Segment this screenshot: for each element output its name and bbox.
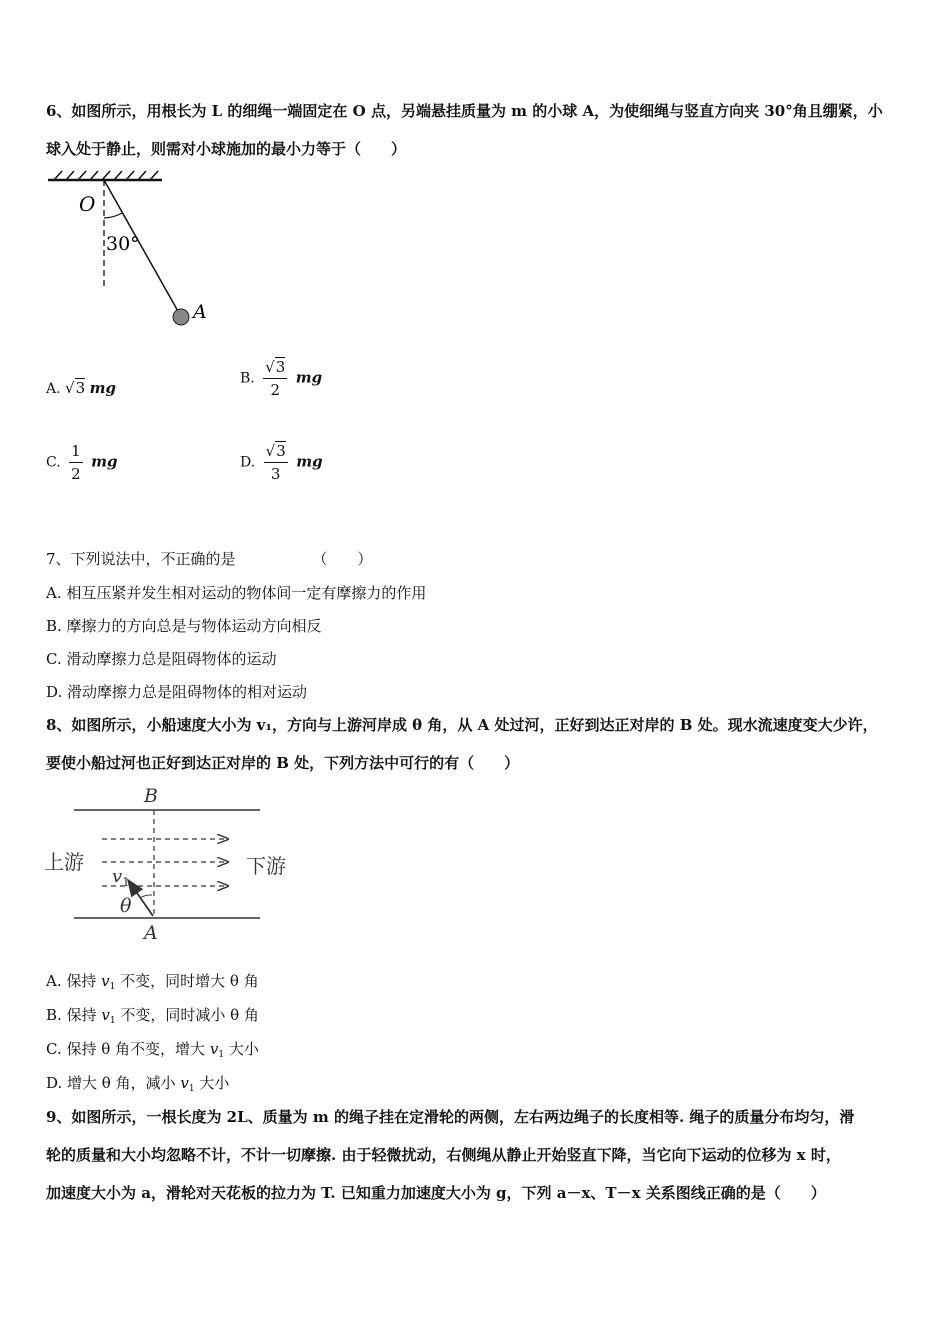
label-o: O — [79, 192, 96, 216]
q8-option-a[interactable]: A. 保持 $v_1$ 不变，同时增大 θ 角 — [46, 972, 259, 992]
q8-option-c[interactable]: C. 保持 θ 角不变，增大 $v_1$ 大小 — [46, 1040, 259, 1060]
q8-stem-line2: 要使小船过河也正好到达正对岸的 B 处，下列方法中可行的有（ ） — [46, 754, 520, 772]
option-letter: C. — [46, 454, 61, 471]
sqrt-expression: √3 — [65, 379, 86, 397]
answer-paren: （ ） — [312, 550, 373, 568]
q6-option-d[interactable] — [240, 440, 323, 485]
label-30deg: 30° — [106, 233, 140, 255]
q7-option-d[interactable]: D. 滑动摩擦力总是阻碍物体的相对运动 — [46, 683, 308, 701]
q9-stem-line1: 9、如图所示，一根长度为 2L、质量为 m 的绳子挂在定滑轮的两侧，左右两边绳子的长度相等. 绳子的质量分布均匀，滑 — [46, 1108, 855, 1126]
unit-mg: mg — [296, 452, 323, 471]
label-v1: $v_1$ — [112, 866, 130, 889]
label-upstream: 上游 — [44, 850, 84, 874]
label-a: A — [193, 301, 207, 323]
q8-stem-line1: 8、如图所示，小船速度大小为 v₁，方向与上游河岸成 θ 角，从 A 处过河，正好到达正对岸的 B 处。现水流速度变大少许， — [46, 716, 878, 734]
q9-stem-line3: 加速度大小为 a，滑轮对天花板的拉力为 T. 已知重力加速度大小为 g，下列 a－x、T－x 关系图线正确的是（ ） — [46, 1184, 826, 1202]
q6-pendulum-figure — [44, 168, 224, 333]
unit-mg: mg — [89, 379, 116, 397]
label-a: A — [144, 922, 158, 944]
q6-stem-line2: 球入处于静止，则需对小球施加的最小力等于（ ） — [46, 140, 407, 158]
unit-mg: mg — [295, 368, 323, 387]
q6-stem-line1: 6、如图所示，用根长为 L 的细绳一端固定在 O 点，另端悬挂质量为 m 的小球 A，为使细绳与竖直方向夹 30°角且绷紧，小 — [46, 102, 883, 120]
unit-mg: mg — [91, 452, 118, 471]
label-theta: θ — [120, 895, 132, 917]
option-letter: D. — [240, 454, 256, 471]
q9-stem-line2: 轮的质量和大小均忽略不计，不计一切摩擦. 由于轻微扰动，右侧绳从静止开始竖直下降，当它向下运动的位移为 x 时， — [46, 1146, 841, 1164]
q6-option-a[interactable] — [46, 379, 116, 397]
fraction: $\frac{√3}{2}$ — [265, 358, 286, 399]
label-downstream: 下游 — [246, 854, 286, 878]
q6-option-b[interactable] — [240, 356, 322, 401]
q8-option-d[interactable]: D. 增大 θ 角，减小 $v_1$ 大小 — [46, 1074, 230, 1094]
q7-option-b[interactable]: B. 摩擦力的方向总是与物体运动方向相反 — [46, 617, 322, 635]
q7-stem — [46, 548, 372, 569]
q7-option-a[interactable]: A. 相互压紧并发生相对运动的物体间一定有摩擦力的作用 — [46, 584, 427, 602]
q6-option-c[interactable] — [46, 440, 118, 485]
fraction: $\frac{1}{2}$ — [71, 442, 81, 483]
option-letter: A. — [46, 381, 61, 397]
option-letter: B. — [240, 370, 255, 387]
q8-option-b[interactable]: B. 保持 $v_1$ 不变，同时减小 θ 角 — [46, 1006, 259, 1026]
q7-stem-text: 7、下列说法中，不正确的是 — [46, 550, 236, 568]
q7-option-c[interactable]: C. 滑动摩擦力总是阻碍物体的运动 — [46, 650, 277, 668]
label-b: B — [144, 785, 158, 807]
q8-river-figure — [40, 782, 300, 947]
fraction: $\frac{√3}{3}$ — [265, 442, 286, 483]
